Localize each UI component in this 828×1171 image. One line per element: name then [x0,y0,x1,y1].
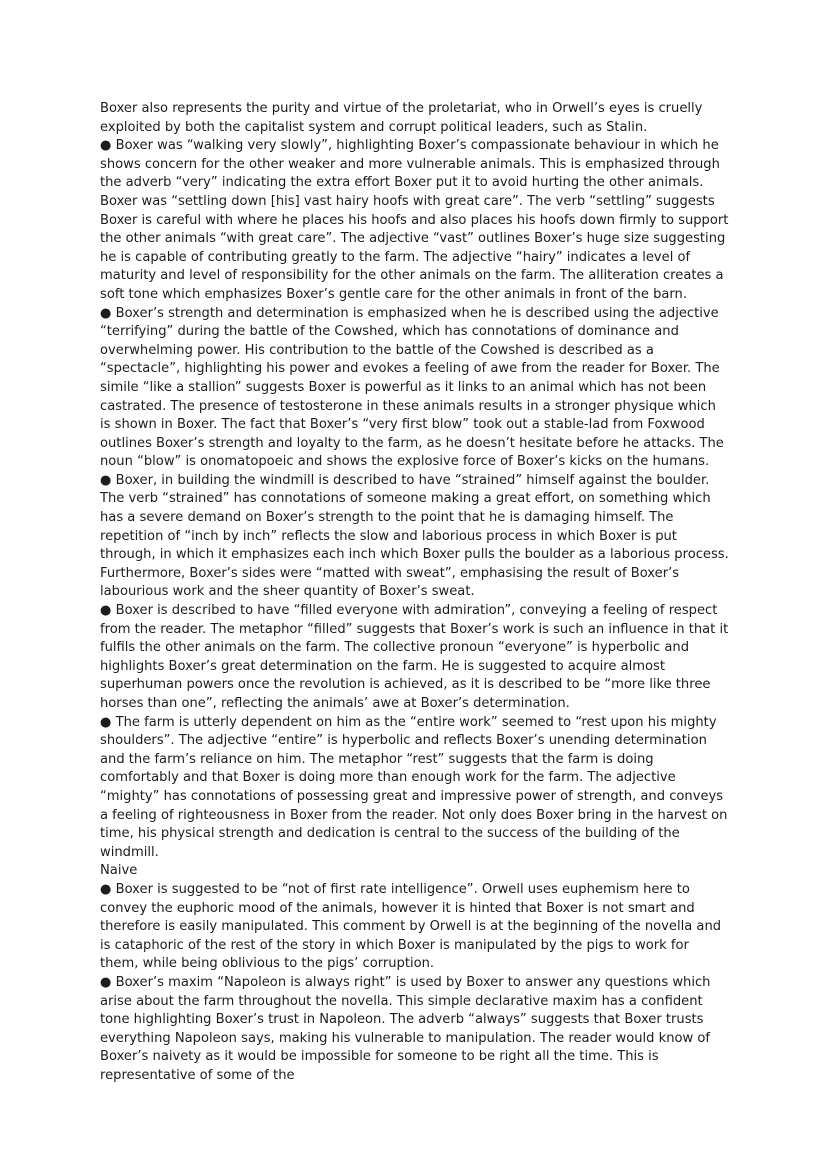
paragraph-strength: ● Boxer’s strength and determination is emphasized when he is described using the adjective “terrifying” during the battle of the Cowshed, which has connotations of dominance and overwhelming power. His contribution to the battle of the Cowshed is described as a “spectacle”, highlighting his power and evokes a feeling of awe from the reader for Boxer. The simile “like a stallion” suggests Boxer is powerful as it links to an animal which has not been castrated. The presence of testosterone in these animals results in a stronger physique which is shown in Boxer. The fact that Boxer’s “very first blow” took out a stable-lad from Foxwood outlines Boxer’s strength and loyalty to the farm, as he doesn’t hesitate before he attacks. The noun “blow” is onomatopoeic and shows the explosive force of Boxer’s kicks on the humans. [100,305,724,470]
paragraph-intelligence: ● Boxer is suggested to be “not of first rate intelligence”. Orwell uses euphemism here to convey the euphoric mood of the animals, however it is hinted that Boxer is not smart and therefore is easily manipulated. This comment by Orwell is at the beginning of the novella and is cataphoric of the rest of the story in which Boxer is manipulated by the pigs to work for them, while being oblivious to the pigs’ corruption. [100,881,722,972]
essay-text [100,100,730,1085]
paragraph-maxim: ● Boxer’s maxim “Napoleon is always right” is used by Boxer to answer any questions which arise about the farm throughout the novella. This simple declarative maxim has a confident tone highlighting Boxer’s trust in Napoleon. The adverb “always” suggests that Boxer trusts everything Napoleon says, making his vulnerable to manipulation. The reader would know of Boxer’s naivety as it would be impossible for someone to be right all the time. This is representative of some of the [100,974,711,1083]
paragraph-walking-slowly: ● Boxer was “walking very slowly”, highlighting Boxer’s compassionate behaviour in which he shows concern for the other weaker and more vulnerable animals. This is emphasized through the adverb “very” indicating the extra effort Boxer put it to avoid hurting the other animals. Boxer was “settling down [his] vast hairy hoofs with great care”. The verb “settling” suggests Boxer is careful with where he places his hoofs and also places his hoofs down firmly to support the other animals “with great care”. The adjective “vast” outlines Boxer’s huge size suggesting he is capable of contributing greatly to the farm. The adjective “hairy” indicates a level of maturity and level of responsibility for the other animals on the farm. The alliteration creates a soft tone which emphasizes Boxer’s gentle care for the other animals in front of the barn. [100,138,729,302]
section-heading-naive: Naive [100,863,138,879]
paragraph-admiration: ● Boxer is described to have “filled everyone with admiration”, conveying a feeling of respect from the reader. The metaphor “filled” suggests that Boxer’s work is such an influence in that it fulfils the other animals on the farm. The collective pronoun “everyone” is hyperbolic and highlights Boxer’s great determination on the farm. He is suggested to acquire almost superhuman powers once the revolution is achieved, as it is described to be “more like three horses than one”, reflecting the animals’ awe at Boxer’s determination. [100,603,729,711]
paragraph-dependence: ● The farm is utterly dependent on him as the “entire work” seemed to “rest upon his mighty shoulders”. The adjective “entire” is hyperbolic and reflects Boxer’s unending determination and the farm’s reliance on him. The metaphor “rest” suggests that the farm is doing comfortably and that Boxer is doing more than enough work for the farm. The adjective “mighty” has connotations of possessing great and impressive power of strength, and conveys a feeling of righteousness in Boxer from the reader. Not only does Boxer bring in the harvest on time, his physical strength and dedication is central to the success of the building of the windmill. [100,714,728,860]
paragraph-windmill: ● Boxer, in building the windmill is described to have “strained” himself against the boulder. The verb “strained” has connotations of someone making a great effort, on something which has a severe demand on Boxer’s strength to the point that he is damaging himself. The repetition of “inch by inch” reflects the slow and laborious process in which Boxer is put through, in which it emphasizes each inch which Boxer pulls the boulder as a laborious process. Furthermore, Boxer’s sides were “matted with sweat”, emphasising the result of Boxer’s labourious work and the sheer quantity of Boxer’s sweat. [100,472,729,600]
paragraph-intro: Boxer also represents the purity and virtue of the proletariat, who in Orwell’s eyes is cruelly exploited by both the capitalist system and corrupt political leaders, such as Stalin. [100,101,703,135]
